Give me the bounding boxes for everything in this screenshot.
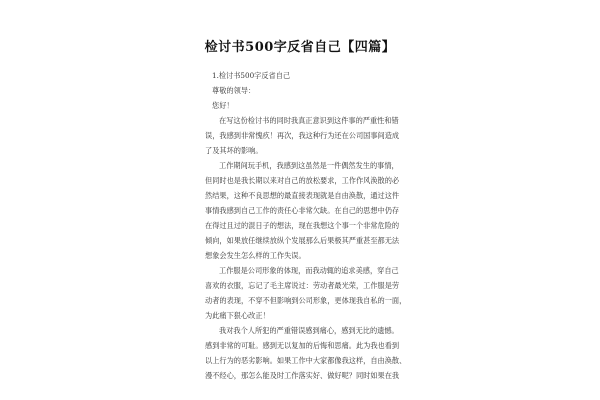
text-line: 为此痛下狠心改正！	[205, 311, 270, 320]
text-line: 事情我感到自己工作的责任心非常欠缺。在自己的思想中仍存	[205, 206, 400, 215]
text-line: 然结果，这种不良思想的最直接表现就是自由涣散，通过这件	[205, 191, 400, 200]
text-line: 在写这份检讨书的同时我真正意识到这件事的严重性和错	[219, 116, 399, 125]
text-line: 工作服是公司形象的体现，而我动辄的追求美感，穿自己	[219, 266, 399, 275]
text-line: 在得过且过的混日子的想法，现在我想这个事一个非常危险的	[205, 221, 400, 230]
document-body	[205, 68, 415, 383]
text-line: 想象会发生怎么样的工作失误。	[205, 251, 306, 260]
text-line: 但同时也是我长期以来对自己的放松要求，工作作风涣散的必	[205, 176, 400, 185]
text-line: 喜欢的衣服，忘记了毛主席说过：劳动者最光荣，工作服是劳	[205, 281, 400, 290]
document-title: 检讨书500字反省自己【四篇】	[204, 40, 396, 55]
text-line: 误，我感到非常愧疚！再次，我这种行为还在公司国事间造成	[205, 131, 400, 140]
text-line: 以上行为的恶劣影响。如果工作中大家都像我这样，自由涣散、	[205, 356, 407, 365]
text-line: 倾向，如果放任继续放纵个发展那么后果极其严重甚至都无法	[205, 236, 400, 245]
text-line: 动者的表现，不穿不但影响到公司形象，更体现我自私的一面，	[205, 296, 407, 305]
text-line: 漫不经心，那怎么能及时工作落实好、做好呢？同时如果在我	[205, 371, 400, 380]
text-line: 您好！	[212, 101, 234, 110]
text-line: 工作期间玩手机，我感到这虽然是一件偶然发生的事情，	[219, 161, 399, 170]
text-line: 了及其坏的影响。	[205, 146, 263, 155]
text-line: 感到非常的可耻。感到无以复加的后悔和思痛。此为我也看到	[205, 341, 400, 350]
text-line: 1.检讨书500字反省自己	[212, 71, 291, 80]
text-line: 尊敬的领导：	[212, 86, 256, 95]
text-line: 我对我个人所犯的严重错误感到痛心，感到无比的遗憾。	[219, 326, 399, 335]
